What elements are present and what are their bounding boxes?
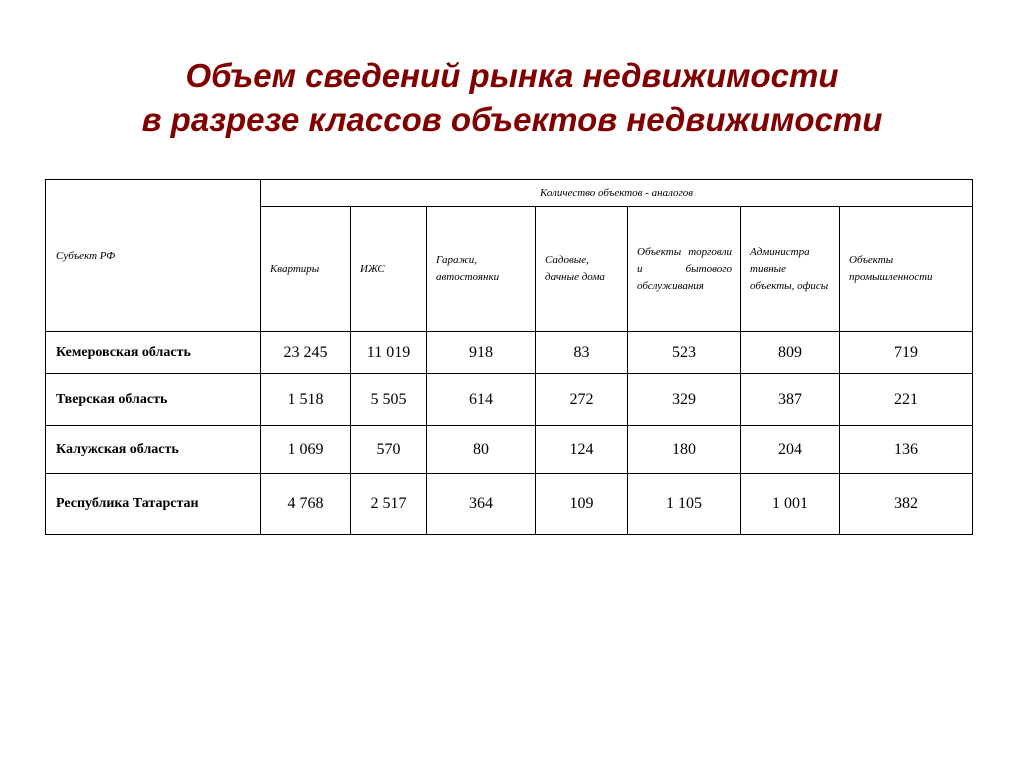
table-row: [46, 474, 973, 535]
real-estate-table: [45, 179, 973, 535]
value-cell: 918: [427, 332, 536, 374]
value-cell: 80: [427, 426, 536, 474]
value-cell: 387: [741, 374, 840, 426]
value-cell: 1 001: [741, 474, 840, 535]
value-cell: 4 768: [261, 474, 351, 535]
value-cell: 364: [427, 474, 536, 535]
column-header-garages: Гаражи, автостоянки: [427, 207, 536, 332]
value-cell: 180: [628, 426, 741, 474]
value-cell: 614: [427, 374, 536, 426]
value-cell: 809: [741, 332, 840, 374]
slide-title: [0, 54, 1024, 142]
table-row: [46, 426, 973, 474]
value-cell: 204: [741, 426, 840, 474]
column-header-industrial: Объекты промышленности: [840, 207, 973, 332]
value-cell: 719: [840, 332, 973, 374]
region-cell: Тверская область: [46, 374, 261, 426]
value-cell: 5 505: [351, 374, 427, 426]
value-cell: 2 517: [351, 474, 427, 535]
value-cell: 83: [536, 332, 628, 374]
table-row: [46, 332, 973, 374]
value-cell: 1 069: [261, 426, 351, 474]
value-cell: 23 245: [261, 332, 351, 374]
value-cell: 382: [840, 474, 973, 535]
column-header-izhs: ИЖС: [351, 207, 427, 332]
value-cell: 272: [536, 374, 628, 426]
analog-count-header: Количество объектов - аналогов: [261, 180, 973, 207]
value-cell: 124: [536, 426, 628, 474]
column-header-apartments: Квартиры: [261, 207, 351, 332]
region-cell: Калужская область: [46, 426, 261, 474]
value-cell: 136: [840, 426, 973, 474]
region-cell: Республика Татарстан: [46, 474, 261, 535]
value-cell: 109: [536, 474, 628, 535]
value-cell: 329: [628, 374, 741, 426]
value-cell: 1 105: [628, 474, 741, 535]
value-cell: 523: [628, 332, 741, 374]
value-cell: 570: [351, 426, 427, 474]
column-header-retail: Объекты торговли и бытового обслуживания: [628, 207, 741, 332]
slide-title-line-2: в разрезе классов объектов недвижимости: [141, 101, 883, 138]
value-cell: 11 019: [351, 332, 427, 374]
value-cell: 1 518: [261, 374, 351, 426]
slide-title-line-1: Объем сведений рынка недвижимости: [185, 57, 839, 94]
column-header-garden-houses: Садовые, дачные дома: [536, 207, 628, 332]
column-header-offices: Администра тивные объекты, офисы: [741, 207, 840, 332]
table-row: [46, 374, 973, 426]
region-cell: Кемеровская область: [46, 332, 261, 374]
subject-header: Субъект РФ: [46, 180, 261, 332]
value-cell: 221: [840, 374, 973, 426]
